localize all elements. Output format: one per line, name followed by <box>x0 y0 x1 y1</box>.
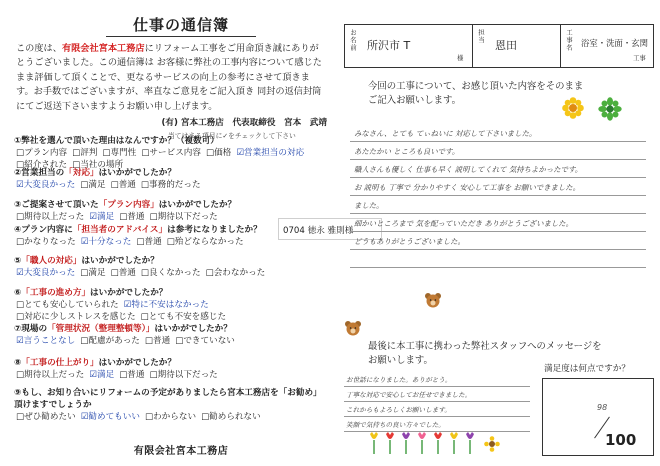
question-text: ⑦現場の <box>14 324 48 334</box>
work-cell <box>561 25 655 67</box>
sunflower-icon <box>484 436 500 452</box>
question-text: ⑤ <box>14 256 22 266</box>
question-title <box>14 168 326 180</box>
question-topic: 「管理状況（整理整頓等）」 <box>47 324 155 334</box>
bear-icon <box>344 320 362 336</box>
handwritten-text: 職人さんも優しく 仕事も早く 説明してくれて 気持ちよかったです。 <box>354 165 583 174</box>
bear-icon <box>424 292 442 308</box>
question-note: 当てはまる項目に✓をチェックして下さい <box>168 132 296 140</box>
score-box <box>542 378 654 456</box>
question-text: はいかがでしたか？ <box>90 288 168 298</box>
checkbox-option[interactable]: ☑満足 <box>89 369 115 380</box>
checkbox-option[interactable]: □期待以下だった <box>149 369 218 380</box>
writing-line <box>350 196 646 214</box>
checkbox-option[interactable]: ☑満足 <box>89 211 115 222</box>
satisfaction-label: 満足度は何点ですか？ <box>544 364 630 374</box>
handwritten-text: みなさん、とても てぃねいに 対応して下さいました。 <box>354 129 537 138</box>
question-options <box>14 268 326 280</box>
question-text: ④プラン内容に <box>14 225 73 235</box>
question-text: はいかがでしたか？ <box>81 256 159 266</box>
checkbox-option[interactable]: □とても安心していられた <box>16 299 119 310</box>
question-text: ⑥ <box>14 288 22 298</box>
checkbox-option[interactable]: □満足 <box>80 267 106 278</box>
checkbox-option[interactable]: □普通 <box>119 211 145 222</box>
writing-line <box>350 124 646 142</box>
checkbox-option[interactable]: □紹介された <box>16 159 68 170</box>
checkbox-option[interactable]: □ぜひ勧めたい <box>16 411 76 422</box>
question-text: ⑧ <box>14 358 22 368</box>
handwritten-text: 笑顔で気持ちの良い方々でした。 <box>346 421 445 429</box>
title-underline <box>106 36 256 37</box>
work-label: 工事名 <box>565 29 573 52</box>
question-text: はいかがでしたか？ <box>154 324 232 334</box>
writing-line <box>344 387 530 402</box>
question-8 <box>14 358 326 382</box>
checkbox-option[interactable]: □会わなかった <box>205 267 266 278</box>
checkbox-option[interactable]: □事務的だった <box>140 179 201 190</box>
handwritten-text: お 説明も 丁寧で 分かりやすく 安心して工事を お願いできました。 <box>354 183 581 192</box>
staff-cell <box>473 25 561 67</box>
checkbox-option[interactable]: ☑言うことなし <box>16 335 76 346</box>
checkbox-option[interactable]: ☑勧めてもいい <box>80 411 140 422</box>
question-title <box>14 136 326 148</box>
writing-line <box>350 178 646 196</box>
yellow-flower-icon <box>562 97 584 119</box>
question-text: ⑨もし、お知り合いにリフォームの予定がありましたら宮本工務店を「お勧め」頂けますでしょうか <box>14 388 322 410</box>
impression-lines <box>350 124 646 268</box>
writing-line <box>350 142 646 160</box>
writing-line <box>350 160 646 178</box>
handwritten-text: あたたかい ところも良いです。 <box>354 147 460 156</box>
staff-message-prompt: 最後に本工事に携わった弊社スタッフへのメッセージをお願いします。 <box>368 341 602 366</box>
intro-company: 有限会社宮本工務店 <box>61 43 145 54</box>
tulip-decoration-icon <box>368 430 494 454</box>
question-title <box>14 388 326 412</box>
question-text: はいかがでしたか？ <box>98 168 176 178</box>
checkbox-option[interactable]: □評判 <box>72 147 98 158</box>
writing-line <box>344 372 530 387</box>
writing-line <box>350 250 646 268</box>
question-title <box>14 256 326 268</box>
checkbox-option[interactable]: □満足 <box>80 179 106 190</box>
question-text: ③ご提案させて頂いた <box>14 200 99 210</box>
question-text: はいかがでしたか？ <box>158 200 237 210</box>
question-title <box>14 200 326 212</box>
checkbox-option[interactable]: □勧められない <box>201 411 261 422</box>
intro-body: にリフォーム工事をご用命頂き誠にありがとうございました。この通信簿は お客様に弊社の工事内容について感じたまま評価して頂くことで、更なるサービスの向上の参考にさせて頂きます。お手数ではございますが、率直なご意見をご記入頂き 同封の返信封筒にてご返送下さいますようお願い申し上げます。 <box>16 43 322 112</box>
checkbox-option[interactable]: □普通 <box>119 369 145 380</box>
score-total: 100 <box>605 431 637 449</box>
question-title <box>14 358 326 370</box>
question-text: は参考になりましたか？ <box>167 225 262 235</box>
checkbox-option[interactable]: □わからない <box>144 411 197 422</box>
writing-line <box>350 232 646 250</box>
question-text: はいかがでしたか？ <box>98 358 176 368</box>
question-text: ①弊社を選んで頂いた理由はなんですか？（複数可） <box>14 136 219 146</box>
intro-text <box>16 42 326 114</box>
question-options <box>14 300 326 324</box>
checkbox-option[interactable]: □期待以上だった <box>16 369 85 380</box>
checkbox-option[interactable]: □対応に少しストレスを感じた <box>16 311 136 322</box>
checkbox-option[interactable]: □殆どならなかった <box>166 236 244 247</box>
writing-line <box>350 214 646 232</box>
sama-suffix: 様 <box>457 54 464 62</box>
question-9 <box>14 388 326 423</box>
staff-value: 恩田 <box>495 39 517 52</box>
checkbox-option[interactable]: □当社の場所 <box>72 159 124 170</box>
question-topic: 「担当者のアドバイス」 <box>72 225 168 235</box>
score-value: 98 <box>597 403 608 412</box>
checkbox-option[interactable]: □普通 <box>110 179 136 190</box>
work-suffix: 工事 <box>633 54 646 62</box>
checkbox-option[interactable]: □良くなかった <box>140 267 201 278</box>
checkbox-option[interactable]: □かなりなった <box>16 236 76 247</box>
checkbox-option[interactable]: □とても不安を感じた <box>140 311 227 322</box>
green-flower-icon <box>598 97 622 121</box>
handwritten-text: これからもよろしくお願いします。 <box>346 406 451 414</box>
company-footer: 有限会社宮本工務店 <box>133 446 229 457</box>
sticky-note: 0704 徳永 雅則様 <box>278 218 382 240</box>
staff-label: 担当 <box>477 29 485 44</box>
page-title: 仕事の通信簿 <box>132 16 229 34</box>
checkbox-option[interactable]: □配慮があった <box>80 335 140 346</box>
impression-prompt: 今回の工事について、お感じ頂いた内容をそのままご記入お願いします。 <box>368 81 584 106</box>
handwritten-text: どうもありがとうございました。 <box>354 237 465 246</box>
checkbox-option[interactable]: □プラン内容 <box>16 147 68 158</box>
signature: (有) 宮本工務店 代表取締役 宮本 武靖 <box>161 118 327 128</box>
intro-lead: この度は、 <box>16 43 62 54</box>
question-7 <box>14 324 326 348</box>
question-topic: 「プラン内容」 <box>98 200 159 210</box>
work-value: 浴室・洗面・玄関 <box>581 38 648 48</box>
checkbox-option[interactable]: ☑営業担当の対応 <box>236 147 305 158</box>
checkbox-option[interactable]: □普通 <box>110 267 136 278</box>
checkbox-option[interactable]: □サービス内容 <box>141 147 201 158</box>
checkbox-option[interactable]: □普通 <box>144 335 171 346</box>
checkbox-option[interactable]: □価格 <box>206 147 232 158</box>
question-topic: 「職人の対応」 <box>21 256 82 266</box>
question-title <box>14 324 326 336</box>
name-label: お名前 <box>349 29 357 52</box>
name-value: 所沢市 T <box>367 39 411 52</box>
handwritten-text: ました。 <box>354 201 384 210</box>
handwritten-text: 細かいところまで 気を配っていただき ありがとうございました。 <box>354 219 574 228</box>
checkbox-option[interactable]: □期待以上だった <box>16 211 85 222</box>
question-2 <box>14 168 326 192</box>
question-6 <box>14 288 326 323</box>
question-5 <box>14 256 326 280</box>
checkbox-option[interactable]: □普通 <box>136 236 162 247</box>
question-topic: 「工事の仕上がり」 <box>21 358 99 368</box>
question-options <box>14 412 326 424</box>
question-topic: 「対応」 <box>64 168 99 178</box>
checkbox-option[interactable]: ☑大変良かった <box>16 267 76 278</box>
question-options <box>14 336 326 348</box>
question-title <box>14 288 326 300</box>
name-cell <box>345 25 473 67</box>
checkbox-option[interactable]: □専門性 <box>102 147 137 158</box>
survey-right-page <box>344 6 656 462</box>
staff-message-lines <box>344 372 530 432</box>
checkbox-option[interactable]: ☑大変良かった <box>16 179 76 190</box>
checkbox-option[interactable]: □できていない <box>175 335 235 346</box>
question-text: ②営業担当の <box>14 168 65 178</box>
question-1 <box>14 136 326 171</box>
handwritten-text: 丁寧な対応で安心してお任せできました。 <box>346 391 472 399</box>
question-options <box>14 180 326 192</box>
checkbox-option[interactable]: □期待以下だった <box>149 211 218 222</box>
customer-header <box>344 24 654 68</box>
question-topic: 「工事の進め方」 <box>21 288 91 298</box>
writing-line <box>344 402 530 417</box>
handwritten-text: お世話になりました。ありがとう。 <box>346 376 452 384</box>
question-options <box>14 370 326 382</box>
checkbox-option[interactable]: ☑特に不安はなかった <box>123 299 209 310</box>
checkbox-option[interactable]: ☑十分なった <box>80 236 132 247</box>
